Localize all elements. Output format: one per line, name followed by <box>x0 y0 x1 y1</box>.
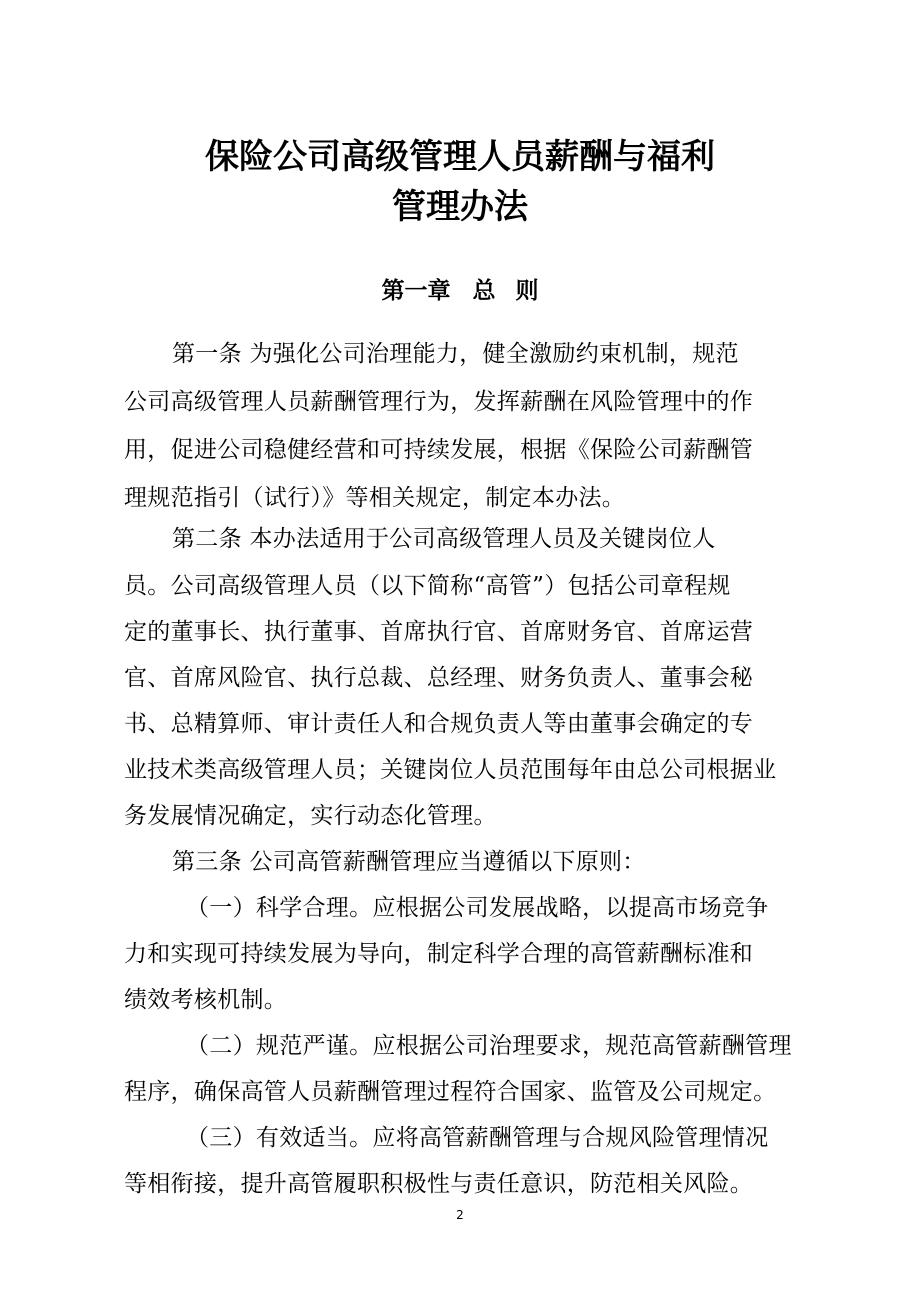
document-title-line-2: 管理办法 <box>392 187 528 227</box>
chapter-label: 第一章 <box>381 278 451 304</box>
article-2-line-2: 员。公司高级管理人员（以下简称“高管”）包括公司章程规 <box>124 573 731 599</box>
article-1-line-1: 第一条 为强化公司治理能力，健全激励约束机制，规范 <box>172 341 739 367</box>
principle-1-line-2: 力和实现可持续发展为导向，制定科学合理的高管薪酬标准和 <box>124 941 754 967</box>
article-2-line-6: 业技术类高级管理人员；关键岗位人员范围每年由总公司根据业 <box>124 757 777 783</box>
chapter-name-part-1: 总 <box>472 278 496 304</box>
principle-2-line-1: （二）规范严谨。应根据公司治理要求，规范高管薪酬管理 <box>186 1033 792 1059</box>
principle-2-line-2: 程序，确保高管人员薪酬管理过程符合国家、监管及公司规定。 <box>124 1079 777 1105</box>
article-1-line-4: 理规范指引（试行）》等相关规定，制定本办法。 <box>124 485 626 511</box>
document-title-line-1: 保险公司高级管理人员薪酬与福利 <box>205 137 715 177</box>
article-2-line-7: 务发展情况确定，实行动态化管理。 <box>124 803 497 829</box>
principle-1-line-3: 绩效考核机制。 <box>124 987 288 1013</box>
principle-3-line-2: 等相衔接，提升高管履职积极性与责任意识，防范相关风险。 <box>124 1171 754 1197</box>
chapter-name-part-2: 则 <box>515 278 539 304</box>
article-3-line-1: 第三条 公司高管薪酬管理应当遵循以下原则： <box>172 849 646 875</box>
principle-3-line-1: （三）有效适当。应将高管薪酬管理与合规风险管理情况 <box>186 1125 769 1151</box>
article-2-line-4: 官、首席风险官、执行总裁、总经理、财务负责人、董事会秘 <box>124 665 754 691</box>
article-2-line-3: 定的董事长、执行董事、首席执行官、首席财务官、首席运营 <box>124 619 754 645</box>
page-number: 2 <box>456 1208 464 1222</box>
article-2-line-1: 第二条 本办法适用于公司高级管理人员及关键岗位人 <box>172 526 716 552</box>
article-1-line-2: 公司高级管理人员薪酬管理行为，发挥薪酬在风险管理中的作 <box>124 389 754 415</box>
principle-1-line-1: （一）科学合理。应根据公司发展战略，以提高市场竞争 <box>186 895 769 921</box>
article-2-line-5: 书、总精算师、审计责任人和合规负责人等由董事会确定的专 <box>124 711 754 737</box>
article-1-line-3: 用，促进公司稳健经营和可持续发展，根据《保险公司薪酬管 <box>124 437 754 463</box>
chapter-heading <box>0 275 920 307</box>
